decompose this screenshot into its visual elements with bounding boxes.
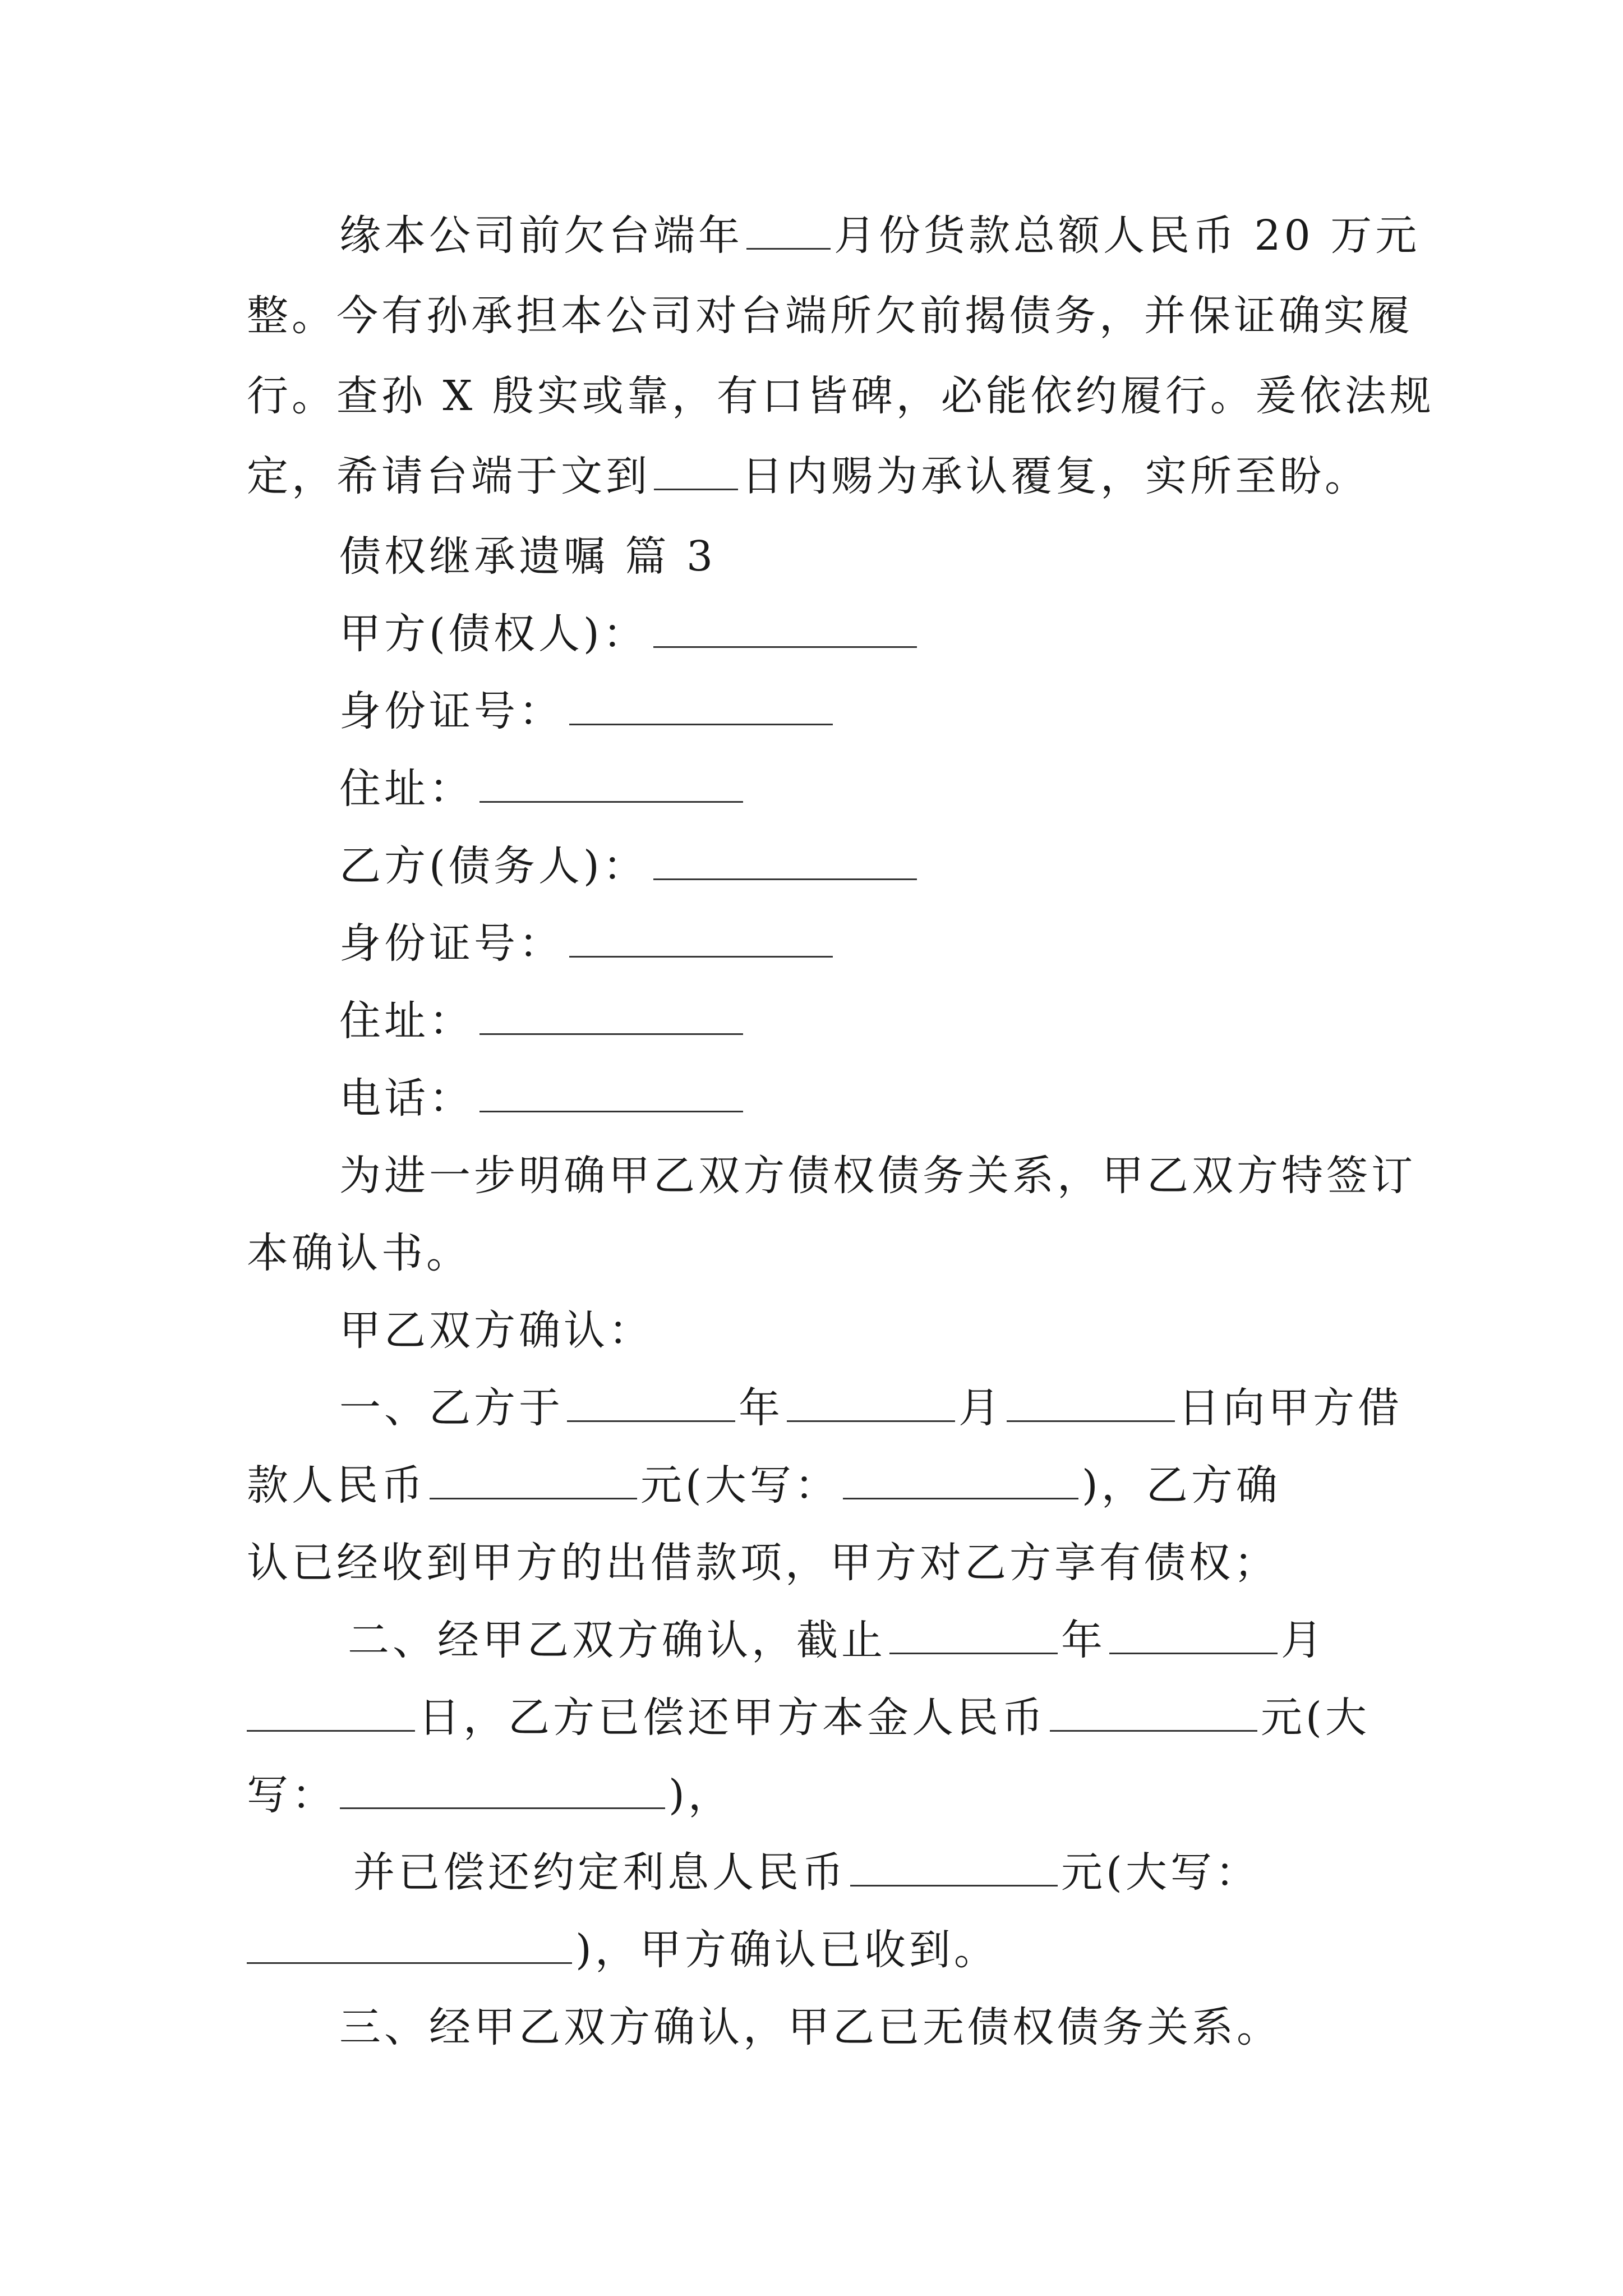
text-span: 月 bbox=[1281, 1616, 1326, 1664]
section-title: 债权继承遗嘱 篇 3 bbox=[339, 532, 717, 581]
blank-field bbox=[889, 1619, 1058, 1654]
blank-field bbox=[479, 1077, 743, 1112]
intro-line: 为进一步明确甲乙双方债权债务关系，甲乙双方特签订 bbox=[339, 1152, 1416, 1200]
text-span: 二、经甲乙双方确认，截止 bbox=[348, 1616, 886, 1664]
item2-line bbox=[247, 1767, 733, 1823]
text-span: 元(大写： bbox=[640, 1461, 840, 1510]
item2-line bbox=[247, 1922, 999, 1978]
blank-field bbox=[569, 922, 833, 958]
text-span: 元(大写： bbox=[1061, 1848, 1260, 1897]
text-span: )，甲方确认已收到。 bbox=[575, 1926, 999, 1974]
field-party-a bbox=[339, 606, 917, 662]
blank-field bbox=[653, 613, 917, 648]
blank-field bbox=[1007, 1387, 1175, 1422]
field-label: 电话： bbox=[339, 1074, 474, 1122]
item1-line: 认已经收到甲方的出借款项，甲方对乙方享有债权； bbox=[247, 1539, 1279, 1587]
field-label: 身份证号： bbox=[339, 687, 564, 735]
field-id-b bbox=[339, 915, 833, 972]
blank-field bbox=[654, 455, 738, 490]
item3-line: 三、经甲乙双方确认，甲乙已无债权债务关系。 bbox=[339, 2003, 1281, 2051]
blank-field bbox=[787, 1387, 955, 1422]
text-span: 并已偿还约定利息人民币 bbox=[353, 1848, 847, 1897]
paragraph-line bbox=[339, 208, 1420, 264]
item2-line bbox=[348, 1612, 1326, 1668]
text-span: 日，乙方已偿还甲方本金人民币 bbox=[418, 1694, 1046, 1742]
blank-field bbox=[1109, 1619, 1278, 1654]
text-span: 月 bbox=[958, 1384, 1003, 1432]
blank-field bbox=[653, 845, 917, 880]
item1-line bbox=[339, 1380, 1403, 1436]
field-label: 住址： bbox=[339, 997, 474, 1045]
blank-field bbox=[850, 1851, 1058, 1887]
field-label: 住址： bbox=[339, 765, 474, 813]
item2-line bbox=[247, 1690, 1370, 1746]
text-span: 定，希请台端于文到 bbox=[247, 452, 651, 500]
text-span: 年 bbox=[739, 1384, 783, 1432]
blank-field bbox=[746, 214, 831, 250]
field-id-a bbox=[339, 683, 833, 739]
confirm-heading: 甲乙双方确认： bbox=[339, 1306, 653, 1355]
text-span: )， bbox=[668, 1771, 733, 1819]
field-label: 乙方(债务人)： bbox=[339, 842, 648, 890]
item1-line bbox=[247, 1457, 1281, 1513]
intro-line: 本确认书。 bbox=[247, 1229, 471, 1277]
text-span: 日向甲方借 bbox=[1178, 1384, 1403, 1432]
blank-field bbox=[567, 1387, 735, 1422]
field-label: 身份证号： bbox=[339, 919, 564, 968]
blank-field bbox=[569, 690, 833, 725]
text-span: 缘本公司前欠台端年 bbox=[339, 211, 743, 260]
text-span: 月份货款总额人民币 20 万元 bbox=[834, 211, 1421, 260]
blank-field bbox=[843, 1464, 1078, 1499]
blank-field bbox=[247, 1929, 572, 1964]
text-span: 日内赐为承认覆复，实所至盼。 bbox=[741, 452, 1370, 500]
text-span: 款人民币 bbox=[247, 1461, 426, 1510]
blank-field bbox=[479, 1000, 743, 1035]
text-span: )，乙方确 bbox=[1081, 1461, 1281, 1510]
blank-field bbox=[430, 1464, 637, 1499]
text-span: 元(大 bbox=[1261, 1694, 1370, 1742]
field-address-a bbox=[339, 761, 743, 817]
paragraph-line bbox=[247, 448, 1370, 504]
field-address-b bbox=[339, 993, 743, 1049]
blank-field bbox=[247, 1696, 415, 1732]
field-phone bbox=[339, 1070, 743, 1126]
field-party-b bbox=[339, 838, 917, 894]
paragraph-line: 行。查孙 X 殷实或靠，有口皆碑，必能依约履行。爰依法规 bbox=[247, 372, 1435, 420]
item2-line bbox=[353, 1844, 1260, 1901]
blank-field bbox=[1050, 1696, 1257, 1732]
blank-field bbox=[340, 1774, 665, 1809]
text-span: 一、乙方于 bbox=[339, 1384, 564, 1432]
field-label: 甲方(债权人)： bbox=[339, 610, 648, 658]
text-span: 年 bbox=[1061, 1616, 1106, 1664]
paragraph-line: 整。今有孙承担本公司对台端所欠前揭债务，并保证确实履 bbox=[247, 292, 1413, 340]
blank-field bbox=[479, 767, 743, 803]
text-span: 写： bbox=[247, 1771, 336, 1819]
